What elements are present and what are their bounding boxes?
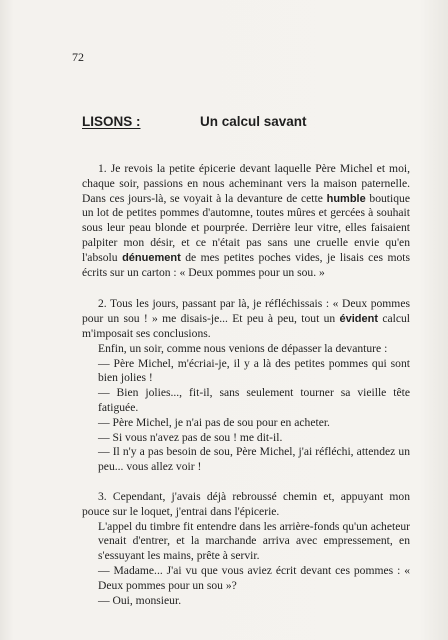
paragraph-2-line-5: — Si vous n'avez pas de sou ! me dit-il.	[98, 430, 283, 444]
section-label: LISONS :	[82, 114, 141, 129]
paragraph-2-text-b: calcul m'imposait ses conclusions.	[82, 312, 410, 340]
page-number: 72	[72, 50, 84, 64]
paragraph-3-line-2: — Madame... J'ai vu que vous aviez écrit devant ces pommes : « Deux pommes pour un sou »?	[98, 563, 410, 592]
paragraph-2-line-1: Enfin, un soir, comme nous venions de dépasser la devanture :	[98, 341, 388, 355]
bold-term-denuement: dénuement	[122, 251, 181, 264]
paragraph-1-text-b: boutique un lot de petites pommes d'automne, toutes mûres et gercées à souhait sous leur peau blonde et pourprée. Derrière leur vitre, elles faisaient palpiter mon désir, et ce n'était pas sans une cruelle envie qu'en l'absolu	[82, 191, 410, 264]
paragraph-1-text-a: 1. Je revois la petite épicerie devant laquelle Père Michel et moi, chaque soir, passions en nous acheminant vers la maison paternelle. Dans ces jours-là, se voyait à la devanture de cette	[82, 162, 410, 205]
paragraph-2-text-a: 2. Tous les jours, passant par là, je réfléchissais : « Deux pommes pour un sou ! » me disais-je... Et peu à peu, tout un	[82, 297, 410, 326]
paragraph-1-text-c: de mes petites poches vides, je lisais ces mots écrits sur un carton : « Deux pommes pour un sou. »	[82, 250, 410, 279]
page-title: Un calcul savant	[200, 114, 307, 129]
bold-term-evident: évident	[339, 313, 379, 326]
paragraph-3-line-1: L'appel du timbre fit entendre dans les arrière-fonds qu'un acheteur venait d'entrer, et la marchande arriva avec empressement, en s'essuyant les mains, prête à servir.	[98, 519, 410, 563]
body-text	[82, 162, 410, 608]
paragraph-2-line-3: — Bien jolies..., fit-il, sans seulement tourner sa vieille tête fatiguée.	[98, 386, 410, 414]
paragraph-2-line-6: — Il n'y a pas besoin de sou, Père Michel, j'ai réfléchi, attendez un peu... vous allez voir !	[98, 445, 410, 474]
paragraph-3-line-3: — Oui, monsieur.	[98, 593, 182, 607]
paragraph-3: 3. Cependant, j'avais déjà rebroussé chemin et, appuyant mon pouce sur le loquet, j'entrai dans l'épicerie.	[82, 489, 410, 518]
paragraph-1	[82, 162, 410, 280]
paragraph-2-line-2: — Père Michel, m'écriai-je, il y a là des petites pommes qui sont bien jolies !	[98, 356, 410, 385]
paragraph-2-line-4: — Père Michel, je n'ai pas de sou pour en acheter.	[98, 415, 330, 429]
paragraph-gap	[82, 475, 410, 490]
header	[82, 114, 402, 129]
paragraph-2	[82, 297, 410, 341]
bold-term-humble: humble	[326, 192, 366, 205]
